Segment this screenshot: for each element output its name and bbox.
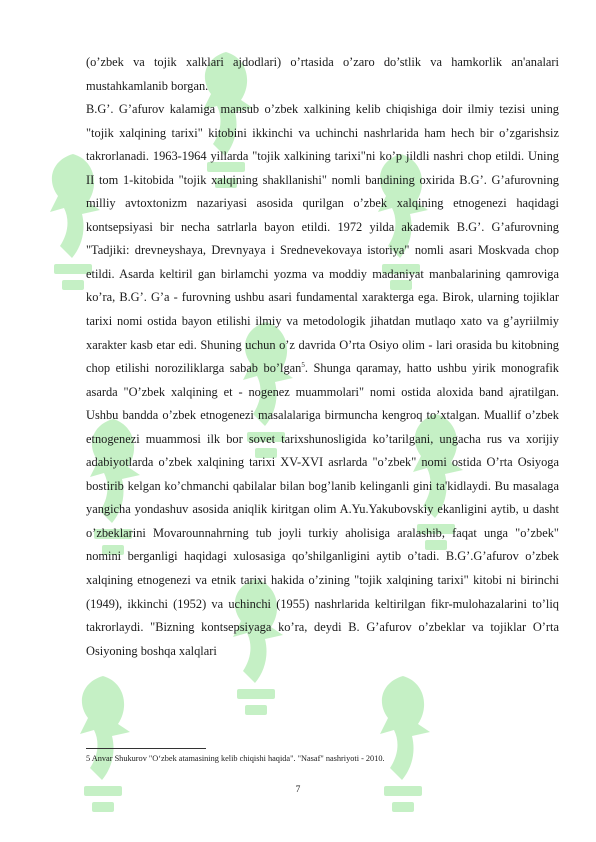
paragraph-text: B.G’. G’afurov kalamiga mansub o’zbek xalkining kelib chiqishiga doir ilmiy tezisi uning "tojik xalqining tarixi" kitobini ikkinchi va uchinchi nashrlarida ham hech bir o’zgarishsiz takrorlanadi. 1963-1964 yillarda "tojik xalkining tarixi"ni ko’p jildli nashri chop etildi. Uning II tom 1-kitobida "tojik xalqining shakllanishi" nomli bandining oxirida B.G’. G’afurovning milliy avtoxtonizm nazariyasi asosida qurilgan o’zbek xalqining etnogenezi haqidagi kontsepsiyasi bir necha satrlarla bayon etildi. 1972 yilda akademik B.G’. G’afurovning "Tadjiki: drevneyshaya, Drevnyaya i Srednevekovaya istoriya" nomli asari Moskvada chop etildi. Asarda keltiril gan birlamchi yozma va moddiy madaniyat manbalarining qamroviga ko’ra, B.G’. G’a - furovning ushbu asari fundamental xarakterga ega. Birok, ularning tojiklar tarixi nomi ostida bayon etilishi ilmiy va metodologik jihatdan mutlaqo xato va g’ayriilmiy xarakter kasb etar edi. Shuning uchun o’z davrida O’rta Osiyo olim - lari orasida bu kitobning chop etilishi noroziliklarga sabab bo’lgan bbox=[86, 102, 559, 376]
watermark-icon bbox=[372, 672, 434, 822]
page-number: 7 bbox=[295, 785, 301, 795]
watermark-icon bbox=[72, 672, 134, 822]
footnote-divider bbox=[86, 748, 206, 749]
footnote-reference: 5 bbox=[301, 360, 305, 369]
body-text bbox=[86, 51, 559, 663]
footnote: 5 Anvar Shukurov "O‘zbek atamasining kelib chiqishi haqida". "Nasaf" nashriyoti - 2010. bbox=[86, 754, 385, 763]
paragraph bbox=[86, 51, 559, 98]
paragraph-text-continued: . Shunga qaramay, hatto ushbu yirik monografik asarda "O’zbek xalqining et - nogenez muammolari" nomi ostida aloxida band ajratilgan. Ushbu bandda o’zbek etnogenezi masalalariga birmuncha kengroq to’xtalgan. Muallif o’zbek etnogenezi muammosi ilk bor sovet tarixshunosligida ko’tarilgani, ungacha rus va xorijiy adabiyotlarda o’zbek xalqining tarixi XV-XVI asrlarda "o’zbek" nomi ostida O’rta Osiyoga bostirib kelgan ko’chmanchi qabilalar bilan bog’lanib kelinganli gini ta'kidlaydi. Bu masalaga yangicha yondashuv asosida aniqlik kiritgan olim A.Yu.Yakubovskiy ekanligini aytib, u dasht o’zbeklarini Movarounnahrning tub joyli turkiy aholisiga aralashib, faqat unga "o’zbek" nomini berganligi haqidagi xulosasiga qo’shilganligini aytib o’tadi. B.G’.G’afurov o’zbek xalqining etnogenezi va etnik tarixi hakida o’zining "tojik xalqining tarixi" kitobi ni birinchi (1949), ikkinchi (1952) va uchinchi (1955) nashrlarida keltirilgan fikr-mulohazalarini to’liq takrorlaydi. "Bizning kontsepsiyaga ko’ra, deydi B. G’afurov o’zbeklar va tojiklar O’rta Osiyoning boshqa xalqlari bbox=[86, 361, 560, 658]
paragraph-text: (o’zbek va tojik xalklari ajdodlari) o’rtasida o’zaro do’stlik va hamkorlik an'analari mustahkamlanib borgan. bbox=[86, 55, 559, 93]
paragraph bbox=[86, 98, 559, 663]
